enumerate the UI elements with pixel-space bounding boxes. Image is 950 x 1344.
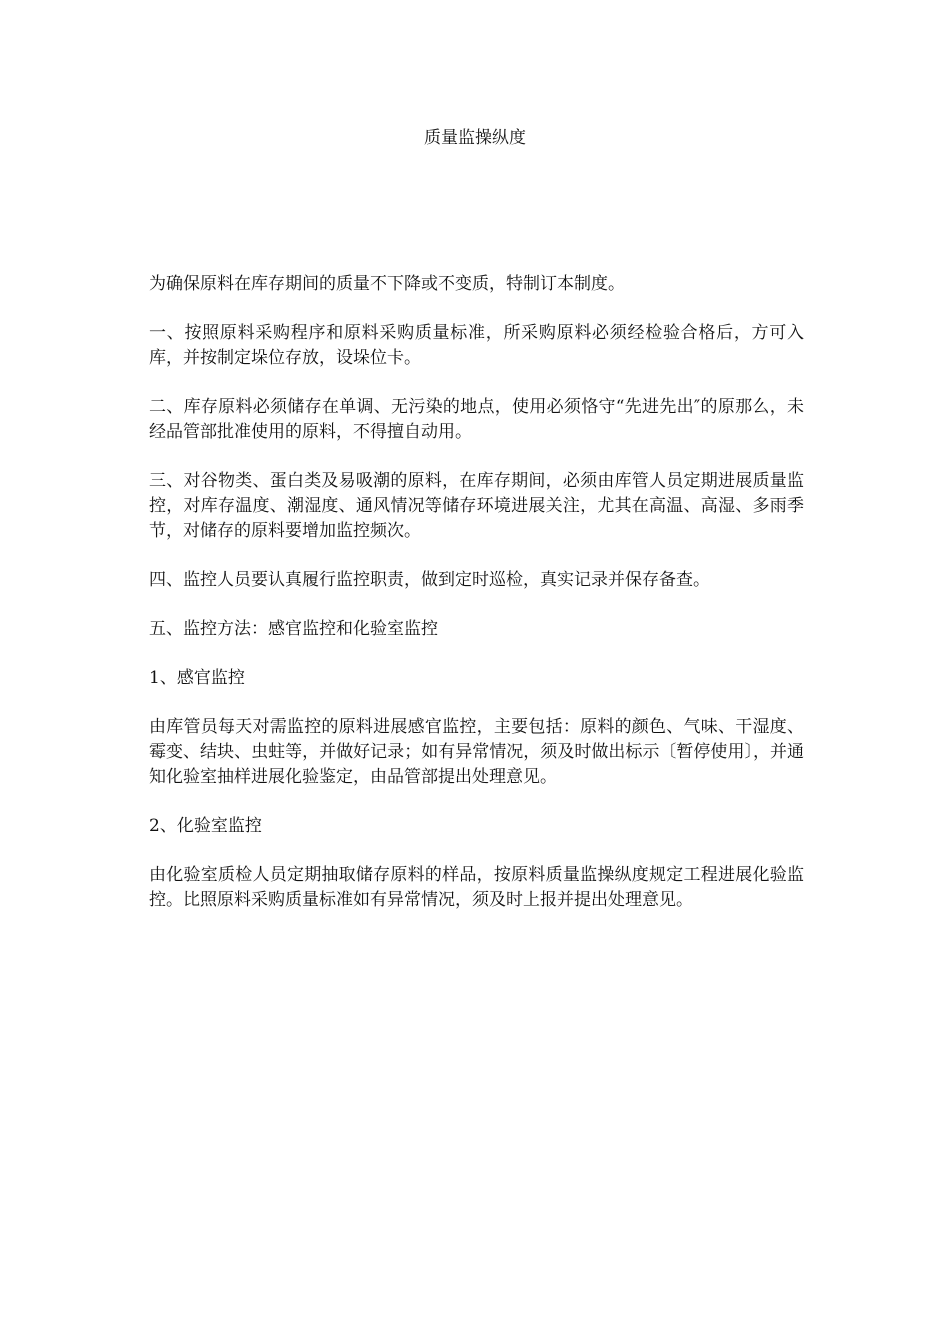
paragraph-item-5: 五、监控方法：感官监控和化验室监控	[149, 619, 438, 639]
paragraph-intro: 为确保原料在库存期间的质量不下降或不变质，特制订本制度。	[149, 274, 625, 294]
document-title: 质量监操纵度	[424, 128, 526, 148]
paragraph-item-2: 二、库存原料必须储存在单调、无污染的地点，使用必须恪守“先进先出″的原那么，未经品管部批准使用的原料，不得擅自动用。	[149, 397, 804, 442]
subheading-sensory: 1、感官监控	[149, 668, 245, 688]
paragraph-sensory: 由库管员每天对需监控的原料进展感官监控，主要包括：原料的颜色、气味、干湿度、霉变、结块、虫蛀等，并做好记录；如有异常情况，须及时做出标示〔暂停使用〕，并通知化验室抽样进展化验鉴定，由品管部提出处理意见。	[149, 717, 804, 787]
document-body	[149, 272, 804, 937]
paragraph-item-3: 三、对谷物类、蛋白类及易吸潮的原料，在库存期间，必须由库管人员定期进展质量监控，对库存温度、潮湿度、通风情况等储存环境进展关注，尤其在高温、高湿、多雨季节，对储存的原料要增加监控频次。	[149, 471, 804, 541]
paragraph-item-4: 四、监控人员要认真履行监控职责，做到定时巡检，真实记录并保存备查。	[149, 570, 710, 590]
paragraph-lab: 由化验室质检人员定期抽取储存原料的样品，按原料质量监操纵度规定工程进展化验监控。比照原料采购质量标准如有异常情况，须及时上报并提出处理意见。	[149, 865, 804, 910]
subheading-lab: 2、化验室监控	[149, 816, 262, 836]
paragraph-item-1: 一、按照原料采购程序和原料采购质量标准，所采购原料必须经检验合格后，方可入库，并按制定垛位存放，设垛位卡。	[149, 323, 804, 368]
